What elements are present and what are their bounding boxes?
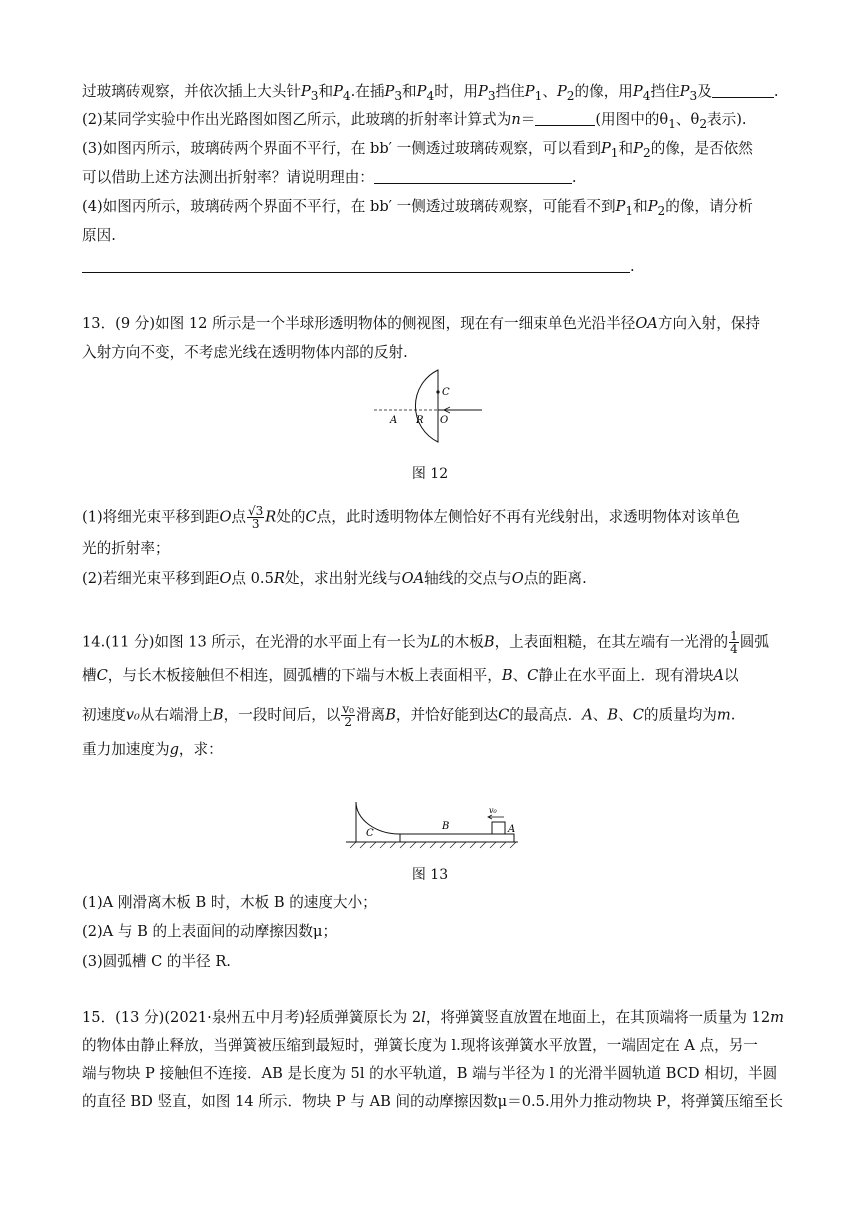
q12-sub-3-line-2: 可以借助上述方法测出折射率？请说明理由： .: [82, 169, 577, 186]
label-o: O: [440, 415, 449, 426]
label-b: B: [442, 821, 450, 832]
q13-line-2: 入射方向不变，不考虑光线在透明物体内部的反射.: [82, 344, 408, 361]
answer-blank[interactable]: [82, 258, 630, 273]
label-c: C: [442, 387, 450, 398]
label-v0: v₀: [489, 806, 497, 815]
q14-line-3: 初速度v₀从右端滑上B，一段时间后，以 $\frac{\text{v₀}}{2}$ 滑离B，并恰好能到达C的最高点．A、B、C的质量均为m.: [82, 702, 736, 729]
q14-sub-2: (2)A 与 B 的上表面间的动摩擦因数μ；: [82, 923, 338, 940]
block-a: [492, 822, 505, 834]
q14-sub-1: (1)A 刚滑离木板 B 时，木板 B 的速度大小；: [82, 894, 377, 911]
arc-groove-c: [356, 802, 400, 842]
q12-sub-2: (2)某同学实验中作出光路图如图乙所示，此玻璃的折射率计算式为n＝ (用图中的$\theta_1$、$\theta_2$表示).: [82, 111, 747, 131]
q12-line-1: 过玻璃砖观察，并依次插上大头针$P_3$和$P_4$.在插$P_3$和$P_4$时，用$P_3$挡住$P_1$、$P_2$的像，用$P_4$挡住$P_3$及 .: [82, 83, 779, 103]
ground-hatching: [350, 842, 516, 848]
q12-sub-4-line-2: 原因.: [82, 227, 116, 244]
fraction-sqrt3-over-3: $\frac{√3}{3}$: [248, 504, 264, 531]
label-c: C: [366, 828, 374, 839]
q13-sub-2: (2)若细光束平移到距O点 0.5R处，求出射光线与OA轴线的交点与O点的距离.: [82, 570, 587, 587]
point-c: [436, 390, 439, 393]
q15-line-4: 的直径 BD 竖直，如图 14 所示．物块 P 与 AB 间的动摩擦因数μ＝0.5.用外力推动物块 P，将弹簧压缩至长: [82, 1093, 783, 1110]
hemisphere-outline: [415, 370, 438, 442]
board-b: [400, 834, 514, 842]
fraction-v0-over-2: $\frac{\text{v₀}}{2}$: [342, 702, 354, 729]
answer-blank[interactable]: [535, 111, 595, 126]
q14-line-4: 重力加速度为g，求：: [82, 741, 223, 758]
label-a: A: [390, 415, 398, 426]
q12-sub-4-answer-line: .: [82, 257, 635, 277]
label-r: R: [416, 415, 424, 426]
q14-sub-3: (3)圆弧槽 C 的半径 R.: [82, 953, 231, 970]
q15-line-1: 15．(13 分)(2021·泉州五中月考)轻质弹簧原长为 2l，将弹簧竖直放置在地面上，在其顶端将一质量为 12m: [82, 1009, 784, 1026]
q15-line-2: 的物体由静止释放，当弹簧被压缩到最短时，弹簧长度为 l.现将该弹簧水平放置，一端固定在 A 点，另一: [82, 1037, 758, 1054]
q13-sub-1-line-1: (1)将细光束平移到距O点 $\frac{√3}{3}$ R处的C点，此时透明物体左侧恰好不再有光线射出，求透明物体对该单色: [82, 504, 740, 531]
q12-sub-4-line-1: (4)如图丙所示，玻璃砖两个界面不平行，在 bb′ 一侧透过玻璃砖观察，可能看不到$P_1$和$P_2$的像，请分析: [82, 198, 753, 218]
q14-line-2: 槽C，与长木板接触但不相连，圆弧槽的下端与木板上表面相平，B、C静止在水平面上．现有滑块A以: [82, 667, 739, 684]
q12-sub-3-line-1: (3)如图丙所示，玻璃砖两个界面不平行，在 bb′ 一侧透过玻璃砖观察，可以看到$P_1$和$P_2$的像，是否依然: [82, 140, 753, 160]
figure-13: [342, 798, 522, 856]
q13-sub-1-line-2: 光的折射率；: [82, 540, 170, 557]
figure-12-caption: 图 12: [411, 466, 449, 482]
q14-line-1: 14.(11 分)如图 13 所示，在光滑的水平面上有一长为L的木板B，上表面粗糙，在其左端有一光滑的 $\frac{1}{4}$ 圆弧: [82, 629, 769, 656]
label-a: A: [508, 824, 516, 835]
q13-line-1: 13．(9 分)如图 12 所示是一个半球形透明物体的侧视图，现在有一细束单色光沿半径OA方向入射，保持: [82, 315, 761, 332]
answer-blank[interactable]: [374, 169, 572, 184]
fraction-one-quarter: $\frac{1}{4}$: [730, 629, 738, 656]
figure-12: [370, 366, 490, 446]
answer-blank[interactable]: [712, 83, 774, 98]
q15-line-3: 端与物块 P 接触但不连接．AB 是长度为 5l 的水平轨道，B 端与半径为 l 的光滑半圆轨道 BCD 相切，半圆: [82, 1065, 778, 1082]
figure-13-caption: 图 13: [411, 867, 449, 883]
